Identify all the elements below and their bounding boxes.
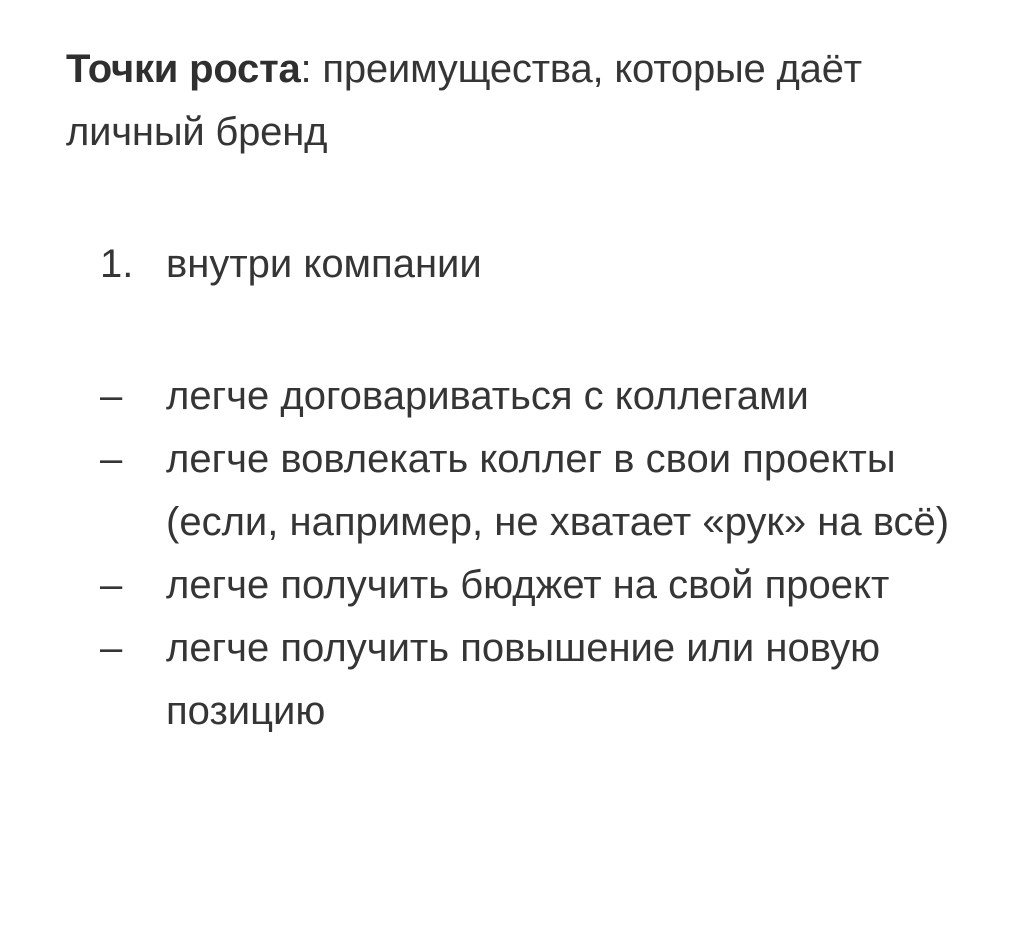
item-label: внутри компании [166,242,482,286]
dash-marker: – [100,437,123,481]
list-item [100,428,980,554]
bullet-list [100,365,980,743]
list-item-text: легче получить бюджет на свой проект [166,563,890,607]
heading-colon: : [300,47,312,91]
list-item [100,554,980,617]
numbered-item [100,233,482,296]
list-item [100,617,980,743]
dash-marker: – [100,563,123,607]
item-number: 1. [100,242,134,286]
heading [66,38,966,164]
list-item [100,365,980,428]
dash-marker: – [100,626,123,670]
list-item-text: легче договариваться с коллегами [166,374,809,418]
list-item-text: легче вовлекать коллег в свои проекты (если, например, не хватает «рук» на всё) [166,437,950,544]
list-item-text: легче получить повышение или новую позицию [166,626,881,733]
heading-bold: Точки роста [66,47,301,91]
heading-rest: преимущества, которые даёт личный бренд [66,47,862,154]
dash-marker: – [100,374,123,418]
